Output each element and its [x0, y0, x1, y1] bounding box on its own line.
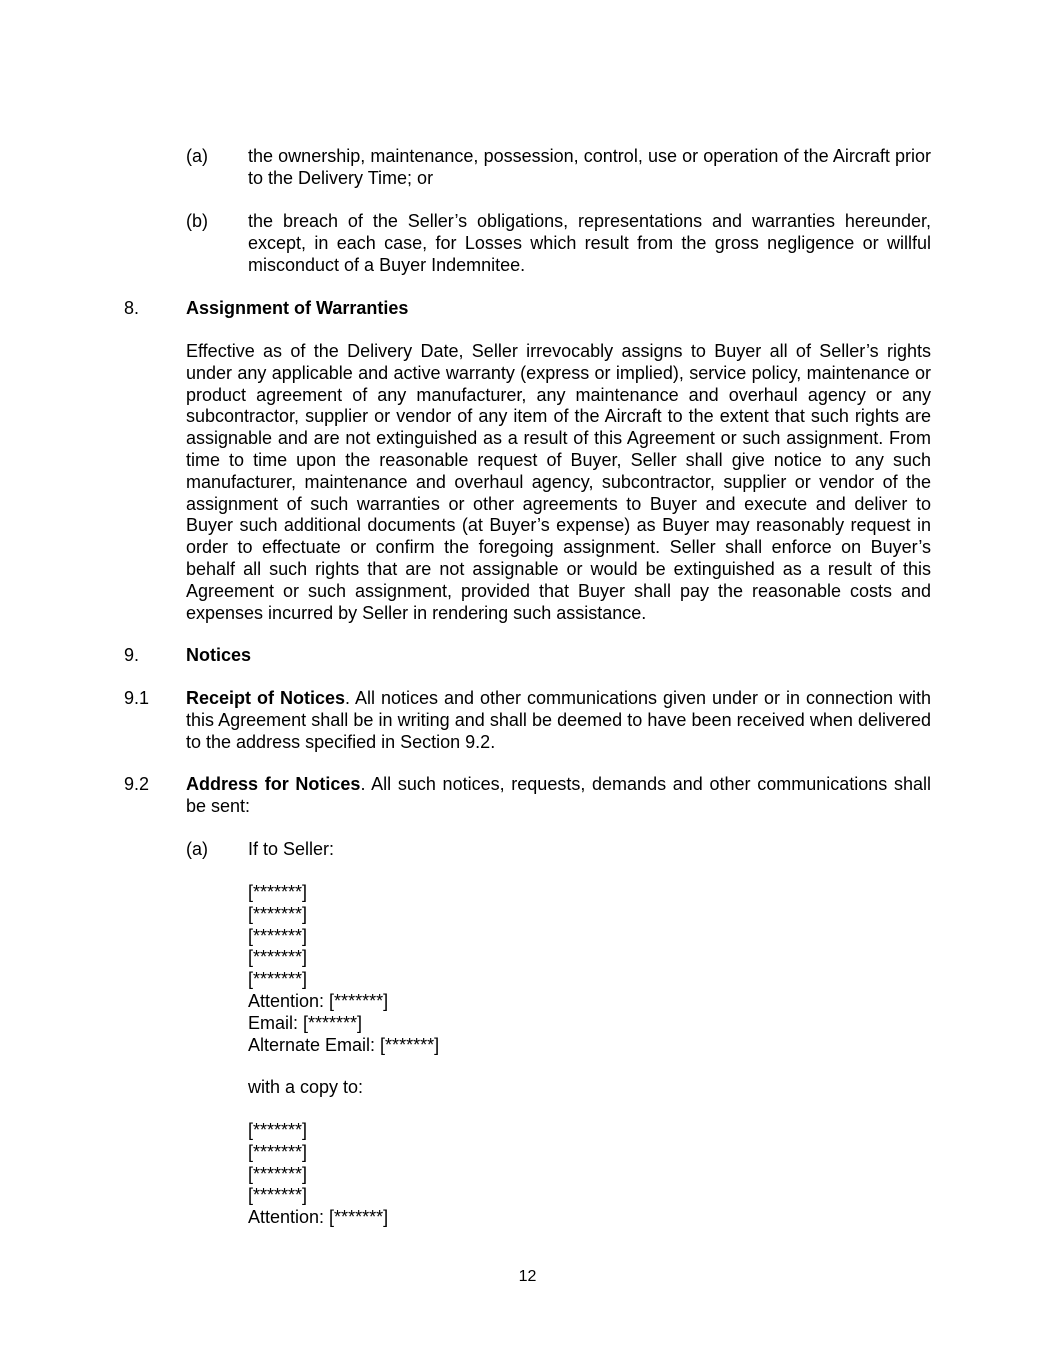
clause-item-b — [248, 211, 931, 276]
section-8-body — [186, 341, 931, 624]
subsection-number: 9.1 — [124, 688, 150, 708]
subsection-heading: Address for Notices — [186, 774, 361, 794]
clause-marker-text: (b) — [186, 211, 208, 231]
subsection-heading: Receipt of Notices — [186, 688, 345, 708]
section-8-heading — [186, 298, 408, 320]
section-9-1-number — [124, 688, 149, 710]
subsection-number: 9.2 — [124, 774, 150, 794]
email-line: Email: [*******] — [248, 1012, 363, 1033]
section-heading: Assignment of Warranties — [186, 298, 409, 318]
section-9-2-body — [186, 774, 931, 818]
clause-item-text: the ownership, maintenance, possession, control, use or operation of the Aircraft prior to the Delivery Time; or — [248, 146, 931, 188]
address-line: [*******] — [248, 947, 308, 968]
section-9-heading — [186, 645, 251, 667]
clause-marker-text: (a) — [186, 146, 208, 166]
seller-label — [248, 839, 334, 861]
attention-line: Attention: [*******] — [248, 1207, 389, 1228]
section-9-2-number — [124, 774, 149, 796]
section-body-text: Effective as of the Delivery Date, Seller irrevocably assigns to Buyer all of Seller’s rights under any applicable and active warranty (express or implied), service policy, maintenance or product agreement of any manufacturer, any maintenance and overhaul agency or any subcontractor, supplier or vendor of any item of the Aircraft to the extent that such rights are assignable and are not extinguished as a result of this Agreement or such assignment. From time to time upon the reasonable request of Buyer, Seller shall give notice to any such manufacturer, maintenance and overhaul agency, subcontractor, supplier or vendor of the assignment of such warranties or other agreements to Buyer and execute and deliver to Buyer such additional documents (at Buyer’s expense) as Buyer may reasonably request in order to effectuate or confirm the foregoing assignment. Seller shall enforce on Buyer’s behalf all such rights that are not assignable or would be extinguished as a result of this Agreement or such assignment, provided that Buyer shall pay the reasonable costs and expenses incurred by Seller in rendering such assistance. — [186, 341, 931, 623]
section-number: 9. — [124, 645, 140, 665]
address-line: [*******] — [248, 903, 308, 924]
section-8-number — [124, 298, 139, 320]
address-line: [*******] — [248, 882, 308, 902]
copy-label-text: with a copy to: — [248, 1077, 364, 1097]
page-number: 12 — [518, 1268, 537, 1285]
section-heading: Notices — [186, 645, 252, 665]
seller-address-block — [248, 882, 439, 1056]
address-line: [*******] — [248, 1185, 308, 1206]
seller-label-text: If to Seller: — [248, 839, 335, 859]
seller-marker — [186, 839, 208, 861]
copy-address-block — [248, 1120, 388, 1229]
address-line: [*******] — [248, 1163, 308, 1184]
clause-marker-text: (a) — [186, 839, 208, 859]
clause-item-text: the breach of the Seller’s obligations, representations and warranties hereunder, except, in each case, for Losses which result from the gross negligence or willful misconduct of a Buyer Indemnitee. — [248, 211, 931, 275]
section-9-number — [124, 645, 139, 667]
section-number: 8. — [124, 298, 140, 318]
alternate-email-line: Alternate Email: [*******] — [248, 1034, 440, 1055]
section-9-1-body — [186, 688, 931, 753]
address-line: [*******] — [248, 925, 308, 946]
subsection-text: . All such notices, requests, demands and other communications shall be sent: — [186, 774, 931, 816]
clause-marker-b — [186, 211, 208, 233]
address-line: [*******] — [248, 1120, 308, 1140]
clause-item-a — [248, 146, 931, 190]
address-line: [*******] — [248, 969, 308, 990]
address-line: [*******] — [248, 1141, 308, 1162]
clause-marker-a — [186, 146, 208, 168]
subsection-text: . All notices and other communications given under or in connection with this Agreement shall be in writing and shall be deemed to have been received when delivered to the address specified in Section 9.2. — [186, 688, 931, 752]
copy-label — [248, 1077, 363, 1099]
attention-line: Attention: [*******] — [248, 990, 389, 1011]
